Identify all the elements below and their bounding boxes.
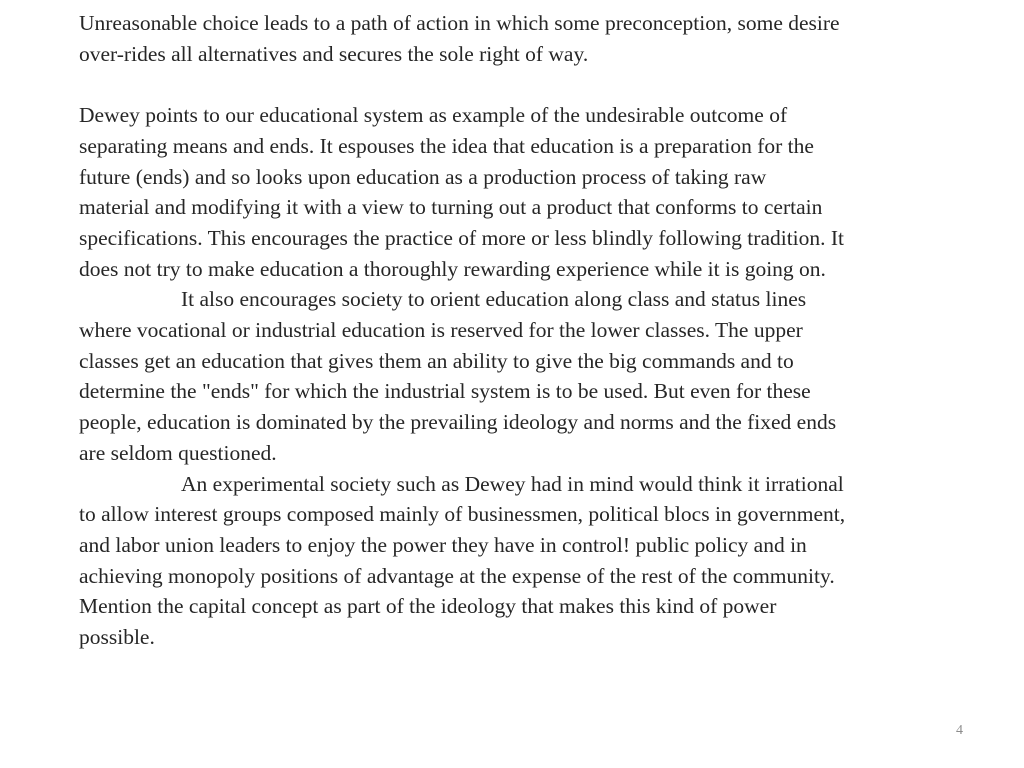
text-line: where vocational or industrial education is reserved for the lower classes. The upper bbox=[79, 318, 803, 343]
text-line: Mention the capital concept as part of the ideology that makes this kind of power bbox=[79, 594, 777, 619]
text-line: possible. bbox=[79, 625, 155, 650]
paragraph-gap bbox=[79, 69, 974, 100]
text-line-content: An experimental society such as Dewey had in mind would think it irrational bbox=[181, 471, 844, 496]
text-line: Dewey points to our educational system as example of the undesirable outcome of bbox=[79, 103, 788, 128]
text-line-content: It also encourages society to orient education along class and status lines bbox=[181, 287, 807, 312]
text-line: and labor union leaders to enjoy the power they have in control! public policy and in bbox=[79, 532, 807, 557]
text-line: achieving monopoly positions of advantage at the expense of the rest of the community. bbox=[79, 563, 835, 588]
text-line: does not try to make education a thoroughly rewarding experience while it is going on. bbox=[79, 256, 826, 281]
text-line: are seldom questioned. bbox=[79, 440, 277, 465]
text-line: future (ends) and so looks upon education as a production process of taking raw bbox=[79, 164, 767, 189]
page-number: 4 bbox=[956, 723, 963, 738]
text-line: specifications. This encourages the practice of more or less blindly following tradition. It bbox=[79, 225, 845, 250]
text-line: over-rides all alternatives and secures the sole right of way. bbox=[79, 41, 589, 66]
body-text bbox=[79, 8, 974, 653]
text-line: separating means and ends. It espouses the idea that education is a preparation for the bbox=[79, 133, 814, 158]
text-line: people, education is dominated by the prevailing ideology and norms and the fixed ends bbox=[79, 410, 837, 435]
text-line: classes get an education that gives them an ability to give the big commands and to bbox=[79, 348, 794, 373]
text-line: Unreasonable choice leads to a path of action in which some preconception, some desire bbox=[79, 11, 840, 35]
text-line: material and modifying it with a view to turning out a product that conforms to certain bbox=[79, 195, 823, 220]
text-line: to allow interest groups composed mainly of businessmen, political blocs in government, bbox=[79, 502, 846, 527]
text-line-indented bbox=[79, 284, 974, 315]
text-line: determine the "ends" for which the industrial system is to be used. But even for these bbox=[79, 379, 811, 404]
text-line-indented bbox=[79, 469, 974, 500]
